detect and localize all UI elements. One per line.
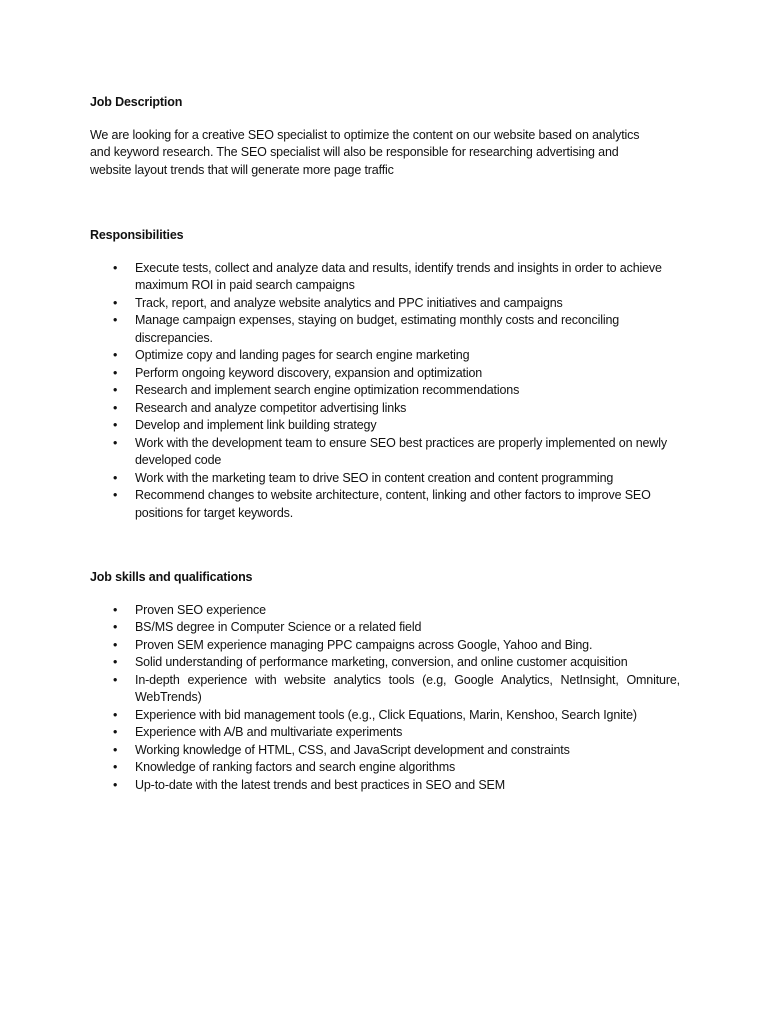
list-item-text: Solid understanding of performance marketing, conversion, and online customer acquisition: [135, 655, 628, 669]
bullet-icon: •: [113, 295, 118, 310]
skills-list: [90, 602, 690, 795]
list-item-text: Perform ongoing keyword discovery, expansion and optimization: [135, 365, 483, 380]
list-item-text: Working knowledge of HTML, CSS, and JavaScript development and constraints: [135, 742, 570, 757]
list-item: [90, 365, 680, 383]
bullet-icon: •: [113, 365, 118, 380]
list-item: [90, 707, 680, 725]
list-item-text: Proven SEO experience: [135, 602, 266, 617]
list-item: [90, 672, 680, 707]
list-item: [90, 759, 680, 777]
bullet-icon: •: [113, 400, 118, 415]
list-item-text: Execute tests, collect and analyze data and results, identify trends and insights in order to achieve maximum ROI in paid search campaigns: [135, 260, 662, 292]
list-item: [90, 417, 680, 435]
bullet-icon: •: [113, 418, 118, 432]
list-item: [90, 742, 680, 760]
job-description-heading: Job Description: [90, 95, 183, 109]
bullet-icon: •: [113, 655, 118, 669]
list-item-text: Optimize copy and landing pages for search engine marketing: [135, 348, 470, 362]
list-item-text: Recommend changes to website architecture, content, linking and other factors to improve SEO positions for target keywords.: [135, 488, 651, 520]
list-item: [90, 654, 680, 672]
list-item-text: Proven SEM experience managing PPC campaigns across Google, Yahoo and Bing.: [135, 637, 593, 652]
responsibilities-section: [90, 227, 690, 522]
bullet-icon: •: [113, 260, 118, 275]
list-item-text: Manage campaign expenses, staying on budget, estimating monthly costs and reconciling discrepancies.: [135, 313, 620, 345]
list-item-text: Research and analyze competitor advertising links: [135, 400, 407, 415]
bullet-icon: •: [113, 777, 118, 792]
list-item: [90, 637, 680, 655]
list-item: [90, 619, 680, 637]
list-item: [90, 295, 680, 313]
list-item-text: Knowledge of ranking factors and search engine algorithms: [135, 760, 456, 774]
bullet-icon: •: [113, 470, 118, 485]
bullet-icon: •: [113, 707, 118, 722]
skills-heading: Job skills and qualifications: [90, 570, 253, 584]
bullet-icon: •: [113, 435, 118, 450]
document-content: [90, 94, 690, 794]
skills-section: [90, 569, 690, 794]
list-item: [90, 400, 680, 418]
bullet-icon: •: [113, 637, 118, 652]
bullet-icon: •: [113, 488, 118, 502]
bullet-icon: •: [113, 602, 118, 617]
list-item-text: In-depth experience with website analytics tools (e.g, Google Analytics, NetInsight, Omniture, WebTrends): [135, 672, 680, 704]
list-item: [90, 347, 680, 365]
bullet-icon: •: [113, 672, 118, 687]
list-item: [90, 312, 680, 347]
list-item-text: BS/MS degree in Computer Science or a related field: [135, 620, 422, 634]
bullet-icon: •: [113, 348, 118, 362]
list-item-text: Experience with A/B and multivariate experiments: [135, 725, 403, 739]
list-item: [90, 382, 680, 400]
list-item-text: Experience with bid management tools (e.g., Click Equations, Marin, Kenshoo, Search Ignite): [135, 707, 637, 722]
job-description-section: [90, 94, 690, 179]
job-description-text: We are looking for a creative SEO specialist to optimize the content on our website based on analytics and keyword research. The SEO specialist will also be responsible for researching advertising and website layout trends that will generate more page traffic: [90, 127, 640, 177]
list-item: [90, 777, 680, 795]
bullet-icon: •: [113, 760, 118, 774]
list-item: [90, 470, 680, 488]
list-item-text: Develop and implement link building strategy: [135, 418, 377, 432]
list-item: [90, 602, 680, 620]
bullet-icon: •: [113, 742, 118, 757]
list-item-text: Work with the development team to ensure SEO best practices are properly implemented on newly developed code: [135, 435, 667, 467]
bullet-icon: •: [113, 725, 118, 739]
responsibilities-heading: Responsibilities: [90, 228, 184, 242]
list-item-text: Track, report, and analyze website analytics and PPC initiatives and campaigns: [135, 295, 563, 310]
list-item: [90, 435, 680, 470]
list-item-text: Research and implement search engine optimization recommendations: [135, 383, 520, 397]
list-item: [90, 260, 680, 295]
list-item: [90, 487, 680, 522]
list-item-text: Work with the marketing team to drive SEO in content creation and content programming: [135, 470, 614, 485]
list-item: [90, 724, 680, 742]
responsibilities-list: [90, 260, 690, 523]
bullet-icon: •: [113, 313, 118, 327]
bullet-icon: •: [113, 383, 118, 397]
list-item-text: Up-to-date with the latest trends and best practices in SEO and SEM: [135, 777, 506, 792]
bullet-icon: •: [113, 620, 118, 634]
